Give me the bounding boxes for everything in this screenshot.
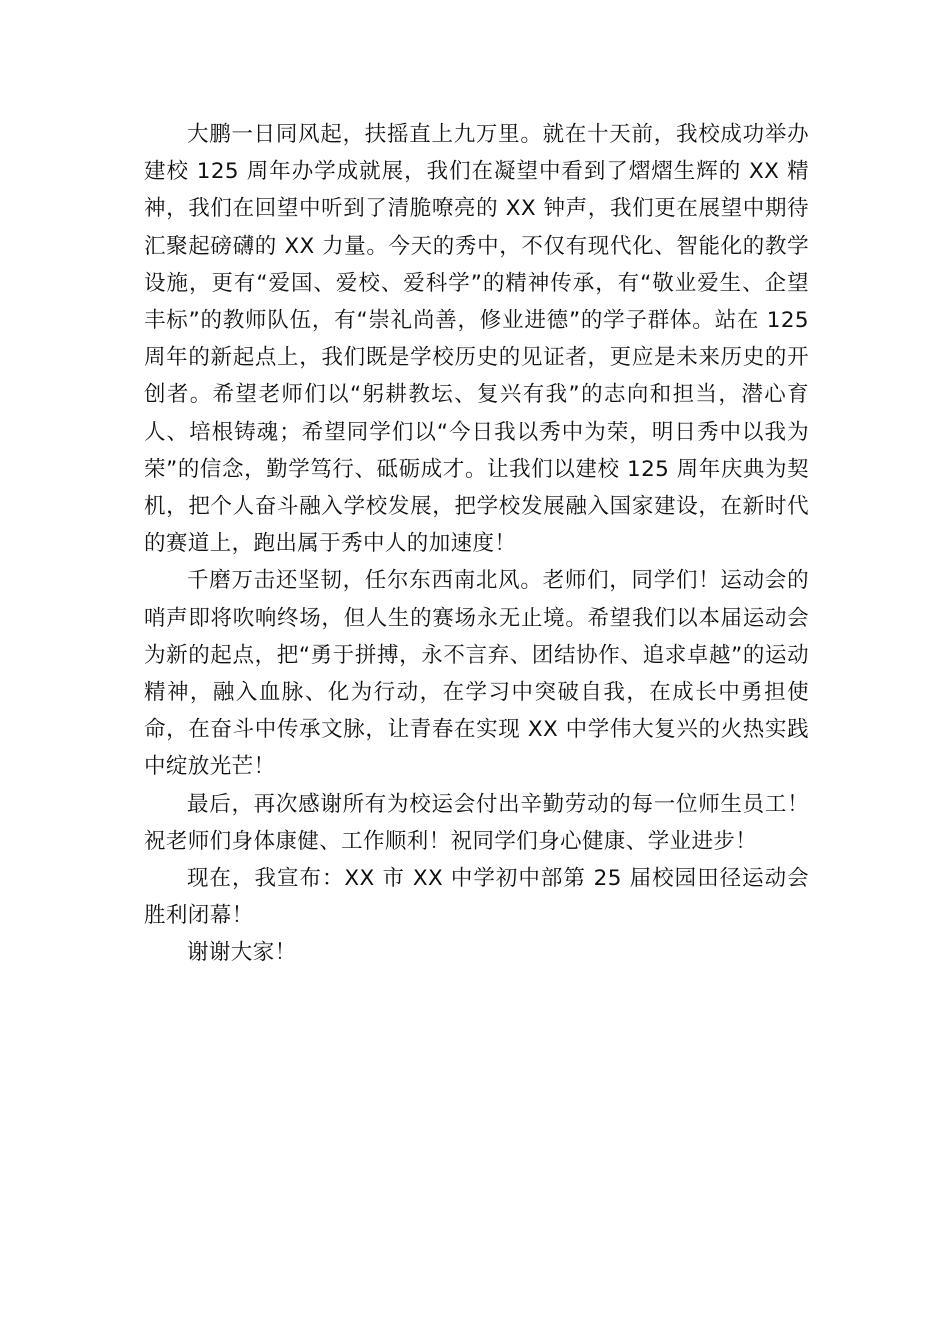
paragraph-thanks: 最后，再次感谢所有为校运会付出辛勤劳动的每一位师生员工！祝老师们身体康健、工作顺利！祝同学们身心健康、学业进步！ [144,791,809,854]
paragraph-sports-spirit: 千磨万击还坚韧，任尔东西南北风。老师们，同学们！运动会的哨声即将吹响终场，但人生的赛场永无止境。希望我们以本届运动会为新的起点，把“勇于拼搏，永不言弃、团结协作、追求卓越”的运动精神，融入血脉、化为行动，在学习中突破自我，在成长中勇担使命，在奋斗中传承文脉，让青春在实现 XX 中学伟大复兴的火热实践中绽放光芒！ [144,568,809,780]
paragraph-anniversary: 大鹏一日同风起，扶摇直上九万里。就在十天前，我校成功举办建校 125 周年办学成就展，我们在凝望中看到了熠熠生辉的 XX 精神，我们在回望中听到了清脆嘹亮的 XX 钟声，我们更在展望中期待汇聚起磅礴的 XX 力量。今天的秀中，不仅有现代化、智能化的教学设施，更有“爱国、爱校、爱科学”的精神传承，有“敬业爱生、企望丰标”的教师队伍，有“崇礼尚善，修业进德”的学子群体。站在 125 周年的新起点上，我们既是学校历史的见证者，更应是未来历史的开创者。希望老师们以“躬耕教坛、复兴有我”的志向和担当，潜心育人、培根铸魂；希望同学们以“今日我以秀中为荣，明日秀中以我为荣”的信念，勤学笃行、砥砺成才。让我们以建校 125 周年庆典为契机，把个人奋斗融入学校发展，把学校发展融入国家建设，在新时代的赛道上，跑出属于秀中人的加速度！ [144,122,809,557]
speech-body [144,116,809,972]
paragraph-final-thanks: 谢谢大家！ [187,940,297,966]
paragraph-closing-declaration: 现在，我宣布：XX 市 XX 中学初中部第 25 届校园田径运动会胜利闭幕！ [144,866,809,929]
